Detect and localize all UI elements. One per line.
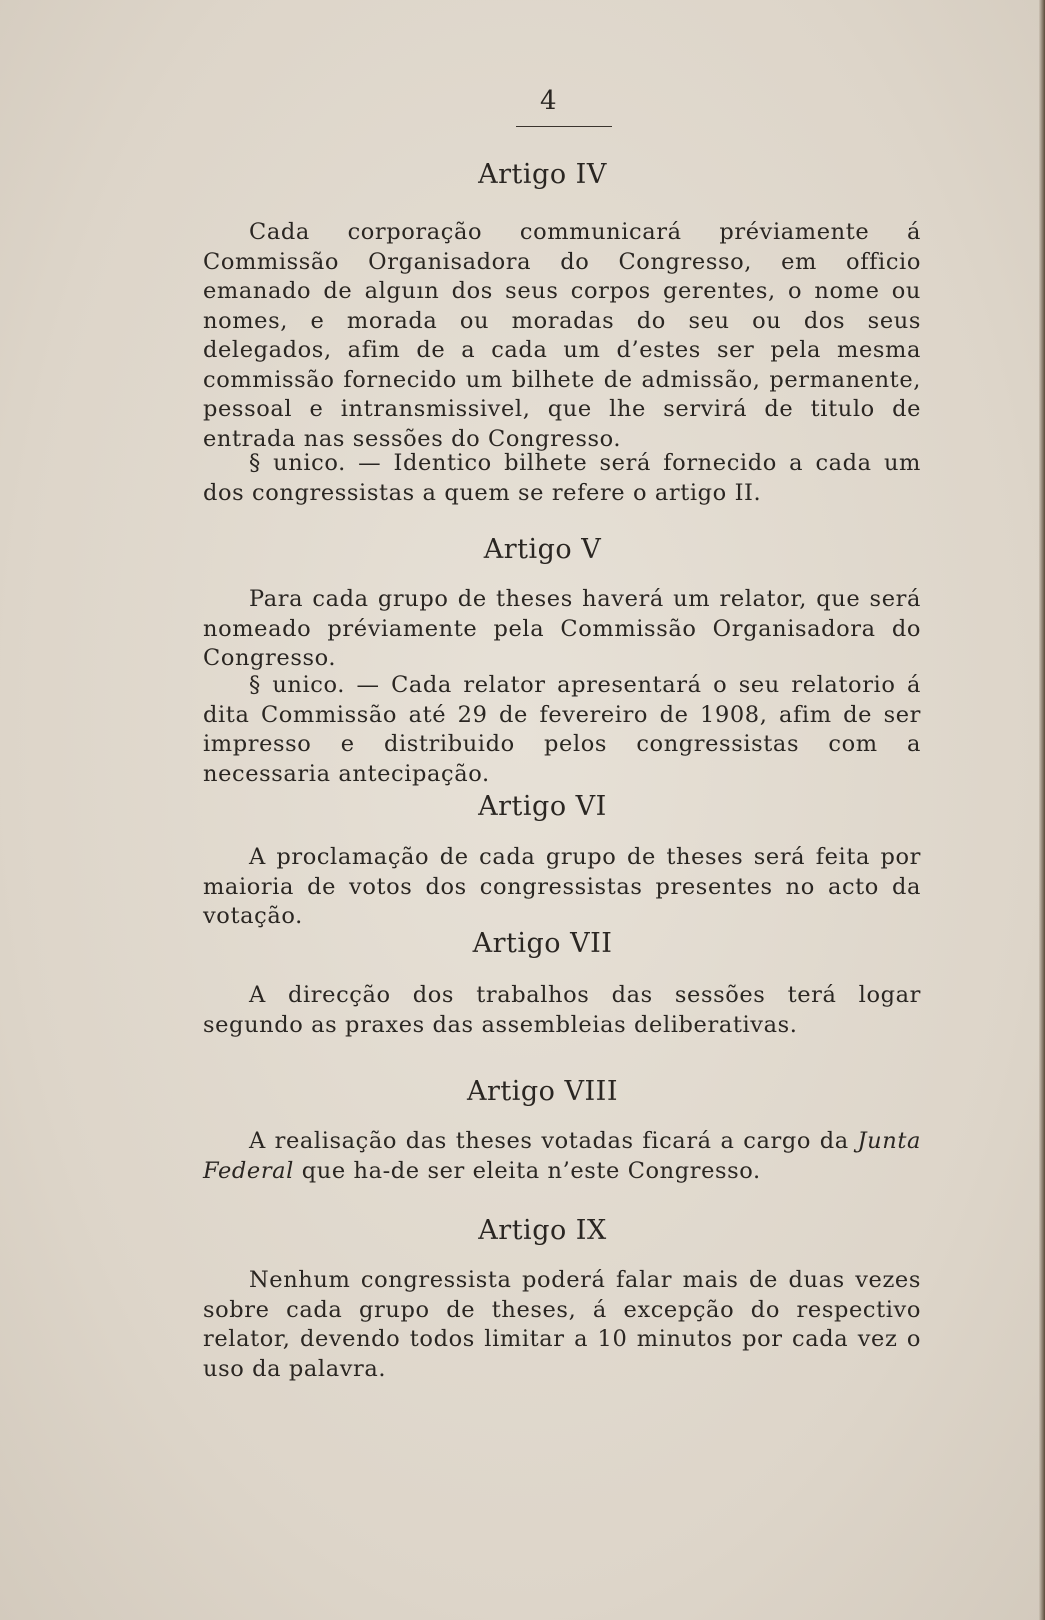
- article-heading-v: Artigo V: [483, 534, 602, 565]
- article-heading-vi: Artigo VI: [478, 791, 607, 822]
- article-v-paragraph-2: § unico. — Cada relator apresentará o seu relatorio á dita Commissão até 29 de fevereiro de 1908, afim de ser impresso e distribuido pelos congressistas com a necessaria antecipação.: [203, 672, 921, 787]
- page-number: 4: [540, 86, 557, 116]
- article-heading-vii: Artigo VII: [472, 928, 613, 959]
- article-iv-paragraph-1: Cada corporação communicará préviamente á Commissão Organisadora do Congresso, em officio emanado de alguın dos seus corpos gerentes, o nome ou nomes, e morada ou moradas do seu ou dos seus delegados, afim de a cada um d’estes ser pela mesma commissão fornecido um bilhete de admissão, permanente, pessoal e intransmissivel, que lhe servirá de titulo de entrada nas sessões do Congresso.: [203, 219, 921, 452]
- article-heading-ix: Artigo IX: [478, 1215, 607, 1246]
- article-vii-paragraph-1: A direcção dos trabalhos das sessões terá logar segundo as praxes das assembleias deliberativas.: [203, 982, 921, 1038]
- article-viii-text-before: A realisação das theses votadas ficará a cargo da: [249, 1128, 858, 1154]
- article-viii-text-after: que ha-de ser eleita n’este Congresso.: [293, 1157, 761, 1184]
- junta-federal-italic: Junta Federal: [203, 1128, 921, 1184]
- article-heading-viii: Artigo VIII: [466, 1076, 618, 1107]
- article-ix-paragraph-1: Nenhum congressista poderá falar mais de duas vezes sobre cada grupo de theses, á excepção do respectivo relator, devendo todos limitar a 10 minutos por cada vez o uso da palavra.: [203, 1267, 921, 1382]
- article-v-paragraph-1: Para cada grupo de theses haverá um relator, que será nomeado préviamente pela Commissão Organisadora do Congresso.: [203, 586, 921, 671]
- article-heading-iv: Artigo IV: [478, 159, 607, 190]
- article-iv-paragraph-2: § unico. — Identico bilhete será fornecido a cada um dos congressistas a quem se refere o artigo II.: [203, 450, 921, 506]
- article-viii-paragraph-1: [203, 1127, 921, 1186]
- article-vi-paragraph-1: A proclamação de cada grupo de theses será feita por maioria de votos dos congressistas presentes no acto da votação.: [203, 844, 921, 929]
- page-number-rule: [516, 126, 612, 127]
